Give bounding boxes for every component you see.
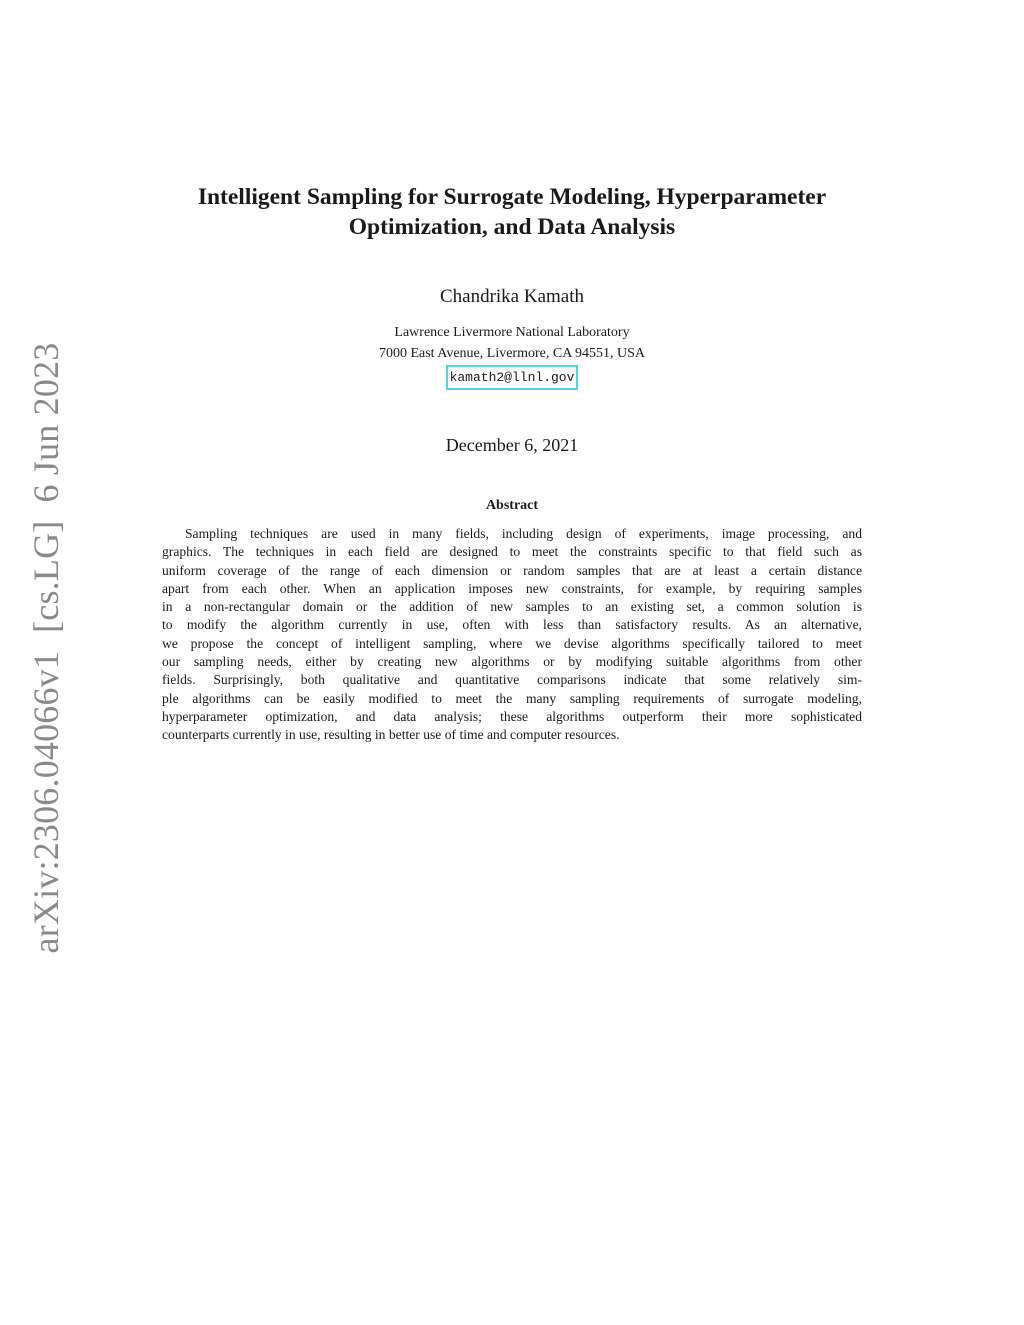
email-link[interactable]: kamath2@llnl.gov xyxy=(446,365,579,390)
address: 7000 East Avenue, Livermore, CA 94551, USA xyxy=(378,346,646,361)
abstract-line: counterparts currently in use, resulting in better use of time and computer resources. xyxy=(162,727,620,743)
abstract-line: to modify the algorithm currently in use, often with less than satisfactory results. As an alternative, xyxy=(162,617,862,633)
abstract-line: ple algorithms can be easily modified to meet the many sampling requirements of surrogate modeling, xyxy=(162,690,862,706)
abstract-heading: Abstract xyxy=(485,498,539,513)
title-line: Optimization, and Data Analysis xyxy=(348,214,676,240)
paper-date: December 6, 2021 xyxy=(445,435,579,455)
abstract-line: our sampling needs, either by creating new algorithms or by modifying suitable algorithms from other xyxy=(162,654,862,670)
abstract-line: Sampling techniques are used in many fields, including design of experiments, image processing, and xyxy=(185,526,862,541)
arxiv-category: [cs.LG] xyxy=(26,520,66,633)
abstract-line: fields. Surprisingly, both qualitative and quantitative comparisons indicate that some relatively sim- xyxy=(162,672,862,688)
affiliation: Lawrence Livermore National Laboratory xyxy=(394,325,630,340)
email-container xyxy=(0,365,1024,390)
arxiv-id: arXiv:2306.04066v1 xyxy=(26,650,66,954)
abstract-line: uniform coverage of the range of each dimension or random samples that are at least a certain distance xyxy=(162,562,862,578)
author-name: Chandrika Kamath xyxy=(439,286,585,307)
abstract-line: hyperparameter optimization, and data analysis; these algorithms outperform their more sophisticated xyxy=(162,708,862,724)
abstract-line: we propose the concept of intelligent sampling, where we devise algorithms specifically tailored to meet xyxy=(162,635,862,651)
abstract-line: apart from each other. When an application imposes new constraints, for example, by requiring samples xyxy=(162,580,862,596)
abstract-line: in a non-rectangular domain or the addition of new samples to an existing set, a common solution is xyxy=(162,599,862,615)
arxiv-date: 6 Jun 2023 xyxy=(26,342,66,503)
abstract-body xyxy=(162,525,862,745)
abstract-line: graphics. The techniques in each field are designed to meet the constraints specific to that field such as xyxy=(162,544,862,560)
paper-title xyxy=(130,182,894,242)
title-line: Intelligent Sampling for Surrogate Modeling, Hyperparameter xyxy=(197,184,827,210)
